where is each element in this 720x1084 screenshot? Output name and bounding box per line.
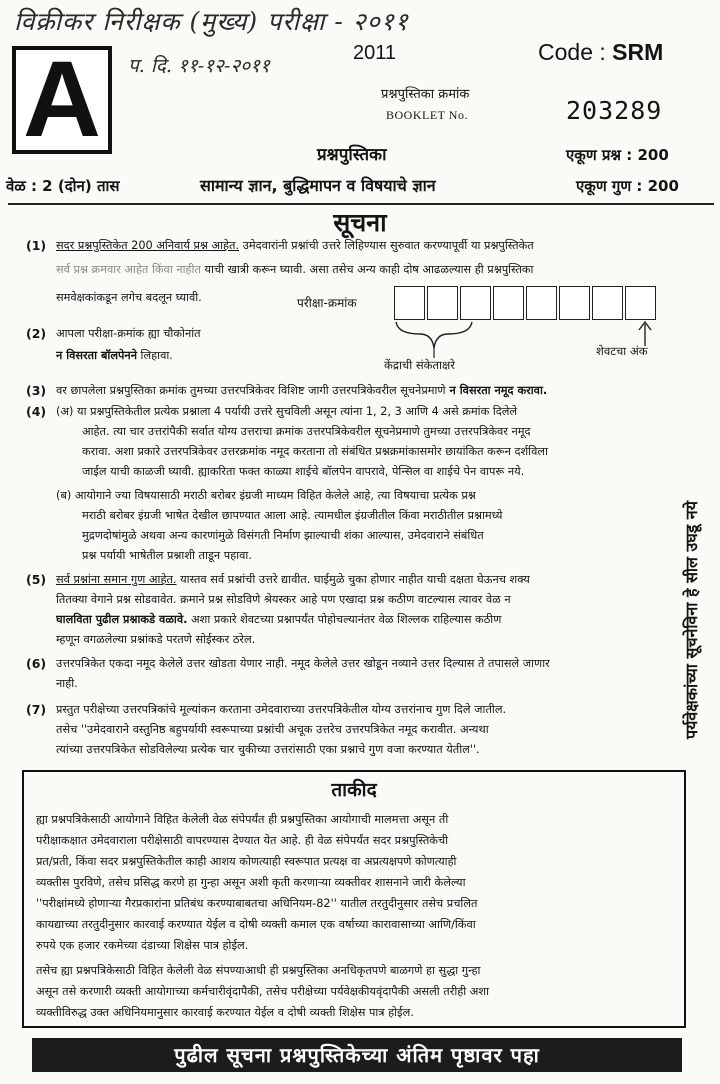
- roll-digit-box[interactable]: [460, 286, 491, 320]
- instruction-7-line: प्रस्तुत परीक्षेच्या उत्तरपत्रिकांचे मूल्यांकन करताना उमेदवाराच्या उत्तरपत्रिकेतील योग्य उत्तरांनाच गुण दिले जातील.: [56, 703, 507, 716]
- roll-digit-box[interactable]: [427, 286, 458, 320]
- total-questions: एकूण प्रश्न : 200: [566, 146, 669, 164]
- instruction-5-line: सर्व प्रश्नांना समान गुण आहेत. यास्तव सर्व प्रश्नांची उत्तरे द्यावीत. घाईमुळे चुका होणार नाहीत याची दक्षता घेऊनच शक्य: [56, 573, 530, 586]
- instruction-4b-line: प्रश्न पर्यायी भाषेतील प्रश्नाशी ताडून पहावा.: [82, 549, 252, 562]
- seal-warning-text: पर्यवेक्षकांच्या सूचनेविना हे सील उघडू नये: [682, 501, 701, 739]
- total-marks: एकूण गुण : 200: [576, 177, 679, 195]
- handwritten-exam-date: प. दि. ११-१२-२०११: [128, 55, 270, 77]
- centre-code-label: केंद्राची संकेताक्षरे: [384, 358, 455, 372]
- code-value: SRM: [612, 39, 664, 65]
- roll-number-label: परीक्षा-क्रमांक: [297, 296, 357, 310]
- caution-line: तसेच ह्या प्रश्नपत्रिकेसाठी विहित केलेली वेळ संपण्याआधी ही प्रश्नपुस्तिका अनधिकृतपणे बाळगणे हा सुद्धा गुन्हा: [36, 964, 481, 977]
- instruction-4a-line: (अ) या प्रश्नपुस्तिकेतील प्रत्येक प्रश्नाला 4 पर्यायी उत्तरे सुचविली असून त्यांना 1, 2, 3 आणि 4 असे क्रमांक दिलेले: [56, 405, 518, 418]
- roll-digit-box[interactable]: [625, 286, 656, 320]
- caution-line: ''परीक्षांमध्ये होणाऱ्या गैरप्रकारांना प्रतिबंध करण्याबाबतचा अधिनियम-82'' यातील तरतुदीनुसार तसेच प्रचलित: [36, 897, 478, 910]
- instruction-5-line: म्हणून वगळलेल्या प्रश्नांकडे परतणे सोईस्कर ठरेल.: [56, 633, 256, 646]
- code-label: Code :: [538, 39, 606, 65]
- item-number: (4): [26, 404, 47, 419]
- booklet-number-label-marathi: प्रश्नपुस्तिका क्रमांक: [381, 87, 470, 102]
- roll-digit-box[interactable]: [394, 286, 425, 320]
- booklet-series-logo: [12, 38, 112, 159]
- instruction-4b-line: मराठी बरोबर इंग्रजी भाषेत देखील छापण्यात आला आहे. त्यामधील इंग्रजीतील किंवा मराठीतील प्रश्नामध्ये: [82, 509, 503, 522]
- instruction-4a-line: करावा. अशा प्रकारे उत्तरपत्रिकेवर उत्तरक्रमांक नमूद करताना तो संबंधित प्रश्नक्रमांकासमोर छायांकित करून दर्शविला: [82, 445, 548, 458]
- caution-line: कायद्याच्या तरतुदीनुसार कारवाई करण्यात येईल व दोषी व्यक्ती कमाल एक वर्षाच्या कारावासाच्या आणि/किंवा: [36, 918, 476, 931]
- roll-digit-box[interactable]: [493, 286, 524, 320]
- booklet-title: प्रश्नपुस्तिका: [317, 145, 387, 165]
- booklet-series-letter: A: [23, 38, 101, 159]
- caution-line: रुपये एक हजार रकमेच्या दंडाच्या शिक्षेस पात्र होईल.: [36, 939, 249, 952]
- check-digit-label: शेवटचा अंक: [596, 344, 648, 358]
- caution-line: असून तसे करणारी व्यक्ती आयोगाच्या कर्मचारीवृंदापैकी, तसेच परीक्षेच्या पर्यवेक्षकीयवृंदापैकी असली तरीही अशा: [36, 985, 490, 998]
- instruction-6-line: नाही.: [56, 677, 78, 690]
- item-number: (7): [26, 702, 47, 717]
- caution-line: व्यक्तीविरुद्ध उक्त अधिनियमानुसार कारवाई करण्यात येईल व दोषी व्यक्ती शिक्षेस पात्र होईल.: [36, 1006, 414, 1019]
- instruction-7-line: तसेच ''उमेदवाराने वस्तुनिष्ठ बहुपर्यायी स्वरूपाच्या प्रश्नांची अचूक उत्तरेच उत्तरपत्रिकेत नमूद करावीत. अन्यथा: [56, 723, 489, 736]
- roll-digit-box[interactable]: [526, 286, 557, 320]
- instruction-2-line: न विसरता बॉलपेनने लिहावा.: [56, 349, 173, 362]
- caution-line: व्यक्तीस पुरविणे, तसेच प्रसिद्ध करणे हा गुन्हा असून अशी कृती करणाऱ्या व्यक्तीवर शासनाने जारी केलेल्या: [36, 876, 466, 889]
- roll-digit-box[interactable]: [592, 286, 623, 320]
- instruction-2-line: आपला परीक्षा-क्रमांक ह्या चौकोनांत: [56, 327, 201, 340]
- caution-line: परीक्षाकक्षात उमेदवाराला परीक्षेसाठी वापरण्यास देण्यात येत आहे. ही वेळ संपेपर्यंत सदर प्रश्नपुस्तिकेची: [36, 834, 449, 847]
- exam-subject: सामान्य ज्ञान, बुद्धिमापन व विषयाचे ज्ञान: [200, 176, 436, 195]
- instructions-heading: सूचना: [333, 208, 387, 237]
- roll-digit-box[interactable]: [559, 286, 590, 320]
- item-number: (5): [26, 572, 47, 587]
- roll-number-boxes[interactable]: [394, 286, 658, 324]
- instruction-4a-line: जाईल याची काळजी घ्यावी. ह्याकरिता फक्त काळ्या शाईचे बॉलपेन वापरावे, पेन्सिल वा शाईचे पेन वापरू नये.: [82, 465, 525, 478]
- booklet-number-label-english: BOOKLET No.: [386, 108, 468, 122]
- instruction-3-line: वर छापलेला प्रश्नपुस्तिका क्रमांक तुमच्या उत्तरपत्रिकेवर विशिष्ट जागी उत्तरपत्रिकेवरील सूचनेप्रमाणे न विसरता नमूद करावा.: [56, 384, 548, 397]
- footer-banner: पुढील सूचना प्रश्नपुस्तिकेच्या अंतिम पृष्ठावर पहा: [32, 1038, 682, 1072]
- item-number: (3): [26, 383, 47, 398]
- paper-code: [538, 39, 663, 66]
- exam-duration: वेळ : 2 (दोन) तास: [6, 177, 120, 195]
- instruction-1-line: सदर प्रश्नपुस्तिकेत 200 अनिवार्य प्रश्न आहेत. उमेदवारांनी प्रश्नांची उत्तरे लिहिण्यास सुरुवात करण्यापूर्वी या प्रश्नपुस्तिकेत: [56, 239, 534, 252]
- instruction-6-line: उत्तरपत्रिकेत एकदा नमूद केलेले उत्तर खोडता येणार नाही. नमूद केलेले उत्तर खोडून नव्याने उत्तर दिल्यास ते तपासले जाणार: [56, 657, 550, 670]
- instruction-5-line: घालविता पुढील प्रश्नाकडे वळावे. अशा प्रकारे शेवटच्या प्रश्नापर्यंत पोहोचल्यानंतर वेळ शिल्लक राहिल्यास कठीण: [56, 613, 502, 626]
- booklet-number: 203289: [566, 96, 663, 125]
- handwritten-exam-title: विक्रीकर निरीक्षक (मुख्य) परीक्षा - २०११: [14, 7, 409, 36]
- instruction-4b-line: मुद्रणदोषांमुळे अथवा अन्य कारणांमुळे विसंगती निर्माण झाल्याची शंका आल्यास, उमेदवाराने संबंधित: [82, 529, 484, 542]
- instruction-1-line: सर्व प्रश्न क्रमवार आहेत किंवा नाहीत याची खात्री करून घ्यावी. असा तसेच अन्य काही दोष आढळल्यास ही प्रश्नपुस्तिका: [56, 263, 534, 276]
- caution-line: ह्या प्रश्नपत्रिकेसाठी आयोगाने विहित केलेली वेळ संपेपर्यंत ही प्रश्नपुस्तिका आयोगाची मालमत्ता असून ती: [36, 813, 449, 826]
- caution-line: प्रत/प्रती, किंवा सदर प्रश्नपुस्तिकेतील काही आशय कोणत्याही स्वरूपात प्रत्यक्ष वा अप्रत्यक्षपणे कोणत्याही: [36, 855, 457, 868]
- instruction-4b-line: (ब) आयोगाने ज्या विषयासाठी मराठी बरोबर इंग्रजी माध्यम विहित केलेले आहे, त्या विषयाचा प्रत्येक प्रश्न: [56, 489, 476, 502]
- instruction-4a-line: आहेत. त्या चार उत्तरांपैकी सर्वात योग्य उत्तराचा क्रमांक उत्तरपत्रिकेवरील सूचनेप्रमाणे तुमच्या उत्तरपत्रिकेवर नमूद: [82, 425, 531, 438]
- item-number: (1): [26, 238, 47, 253]
- caution-heading: ताकीद: [331, 779, 377, 801]
- instruction-7-line: त्यांच्या उत्तरपत्रिकेत सोडविलेल्या प्रत्येक चार चुकीच्या उत्तरांसाठी एका प्रश्नाचे गुण वजा करण्यात येतील''.: [56, 743, 480, 756]
- item-number: (2): [26, 326, 47, 341]
- instruction-5-line: तितक्या वेगाने प्रश्न सोडवावेत. क्रमाने प्रश्न सोडविणे श्रेयस्कर आहे पण एखादा प्रश्न कठीण वाटल्यास त्यावर वेळ न: [56, 593, 511, 606]
- item-number: (6): [26, 656, 47, 671]
- exam-year: 2011: [353, 42, 397, 64]
- instruction-1-line: समवेक्षकांकडून लगेच बदलून घ्यावी.: [56, 291, 202, 304]
